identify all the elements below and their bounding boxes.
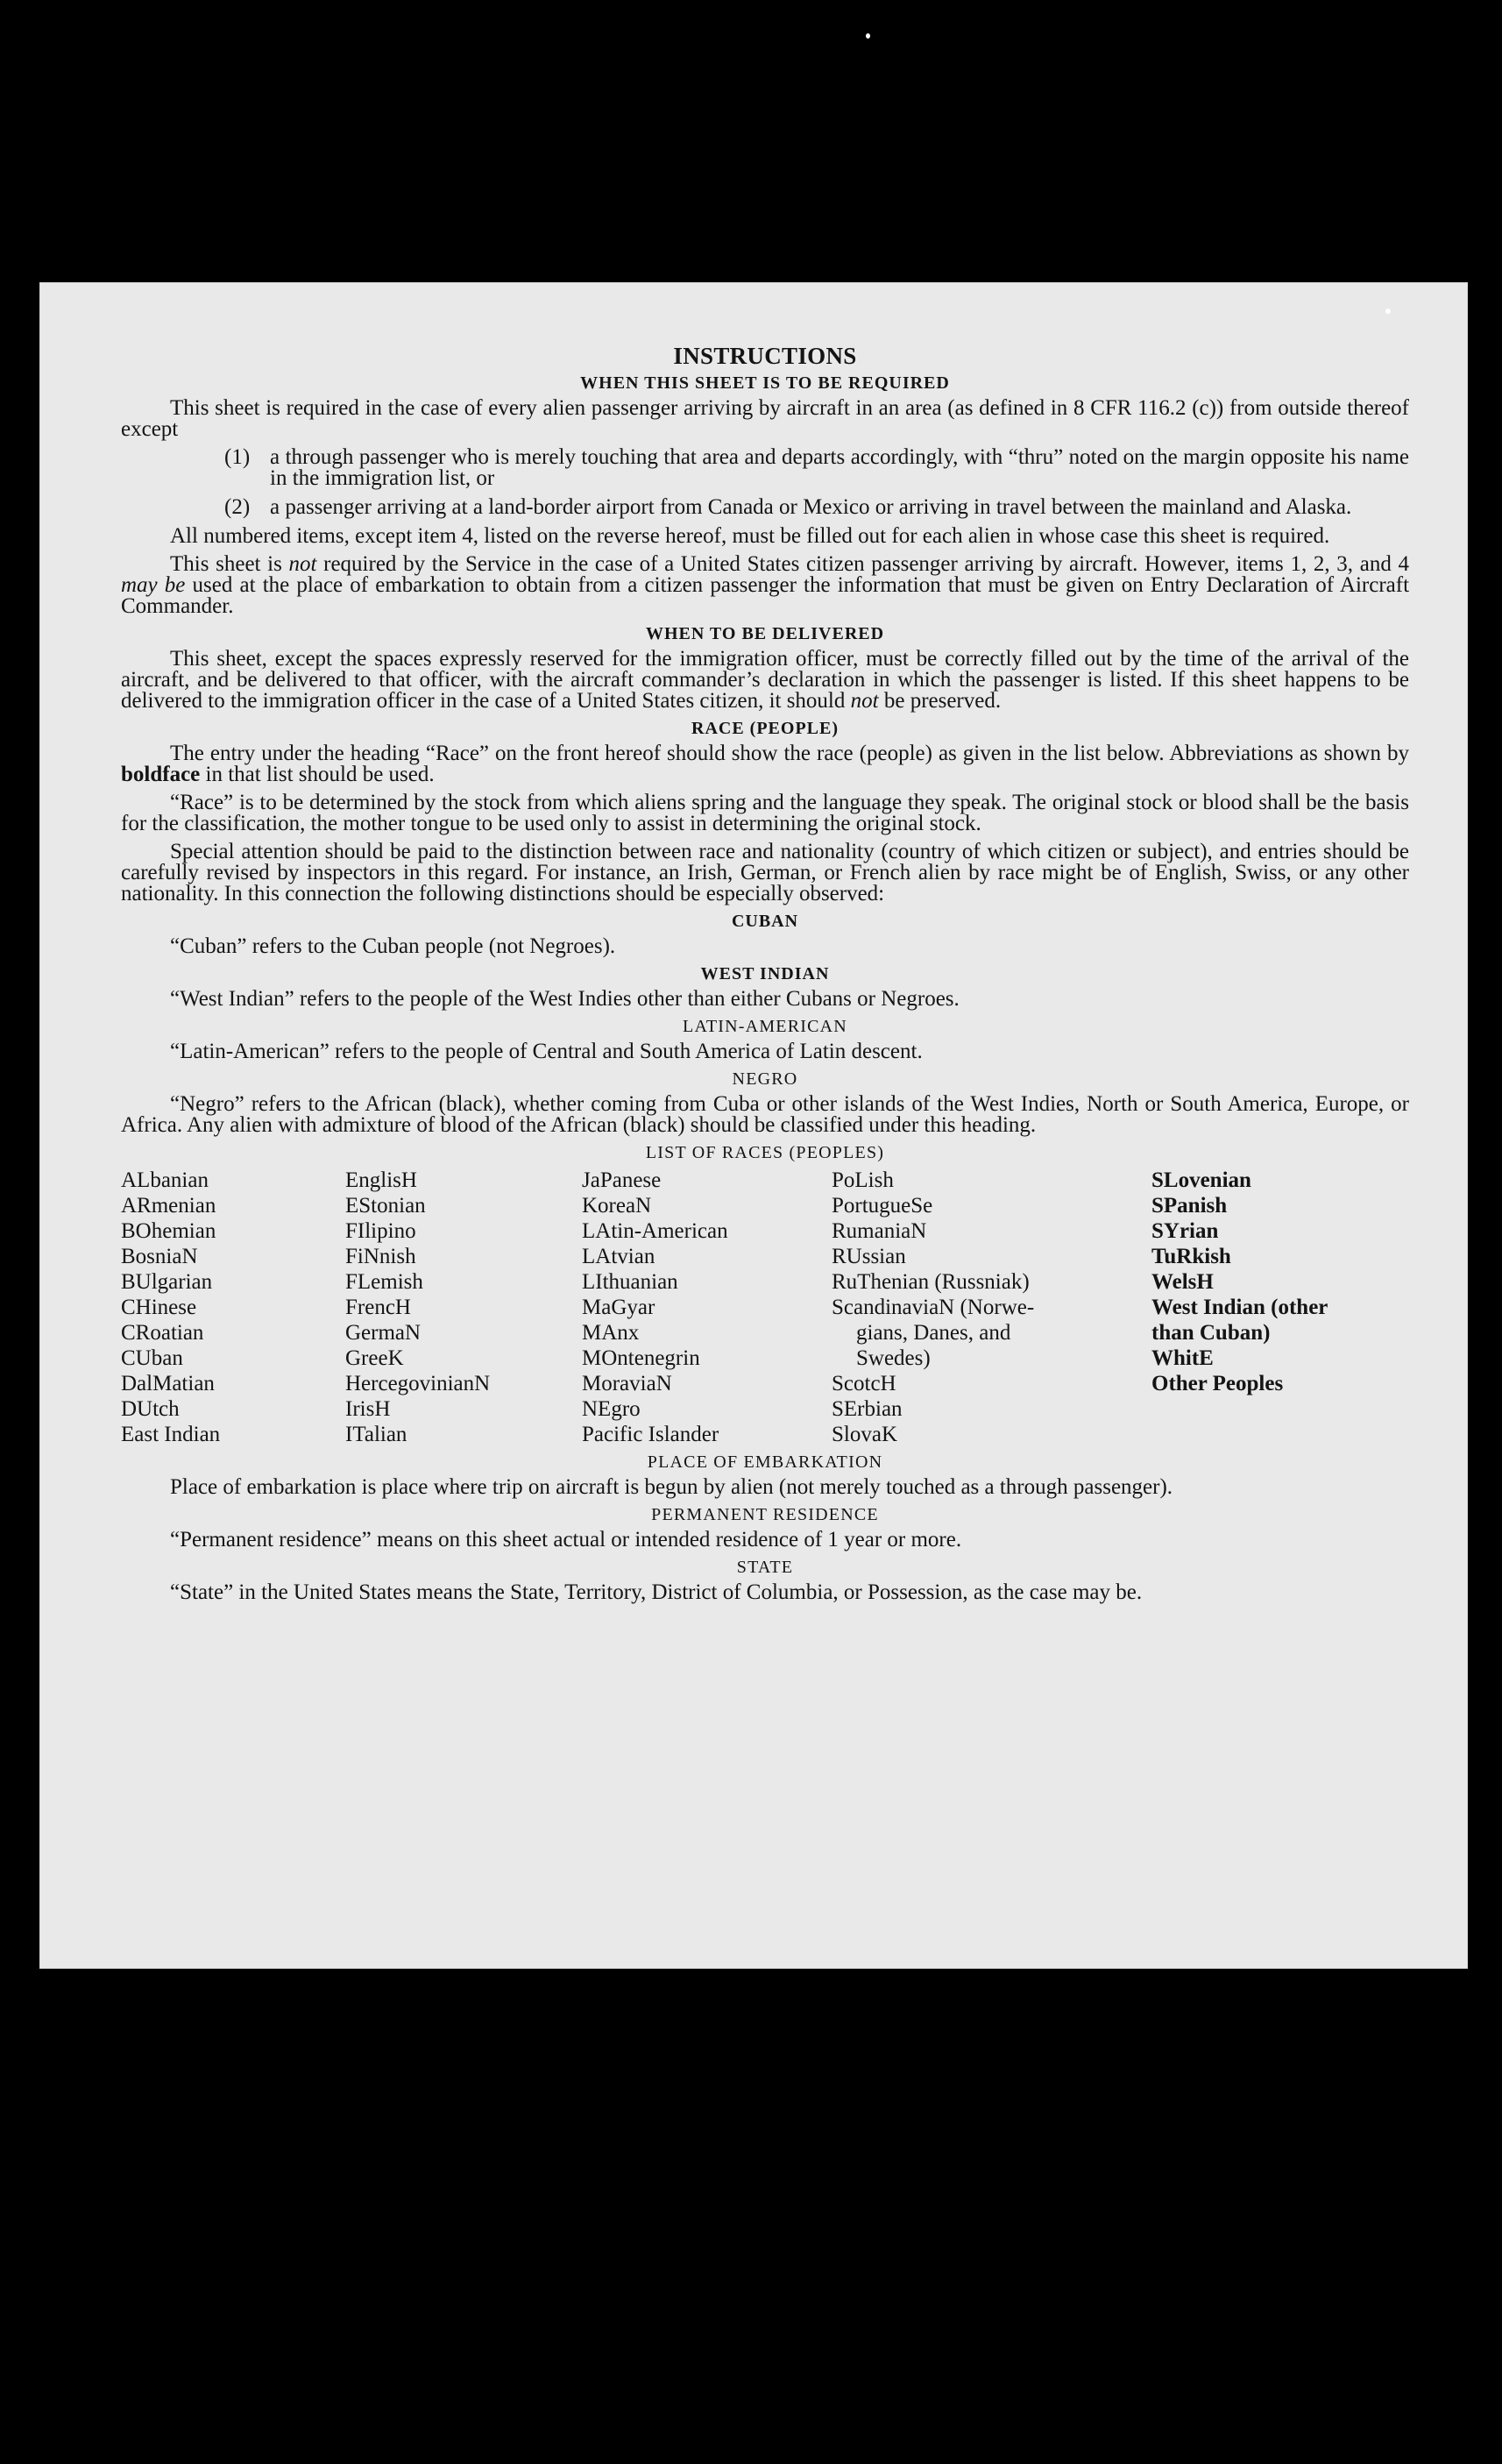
list-item: ScotcH — [832, 1372, 896, 1395]
list-item: HercegovinianN — [345, 1372, 491, 1395]
exception-item-2 — [121, 497, 1409, 518]
list-item: BosniaN — [121, 1245, 198, 1268]
race-paragraph-2: “Race” is to be determined by the stock from which aliens spring and the language they speak. The original stock or blood shall be the basis for the classification, the mother tongue to be used only to assist in determining the original stock. — [121, 791, 1409, 835]
heading-race: RACE (PEOPLE) — [691, 719, 839, 738]
page-title: INSTRUCTIONS — [673, 343, 857, 369]
heading-races-list: LIST OF RACES (PEOPLES) — [645, 1143, 885, 1162]
embarkation-paragraph: Place of embarkation is place where trip on aircraft is begun by alien (not merely touched as a through passenger). — [170, 1475, 1173, 1499]
item-number: (1) — [224, 445, 251, 469]
negro-paragraph: “Negro” refers to the African (black), whether coming from Cuba or other islands of the West Indies, North or South America, Europe, or Africa. Any alien with admixture of blood of the African (black) should be classified under this heading. — [121, 1092, 1409, 1137]
list-item: EnglisH — [345, 1168, 417, 1192]
intro-paragraph: This sheet is required in the case of every alien passenger arriving by aircraft in an area (as defined in 8 CFR 116.2 (c)) from outside thereof except — [121, 396, 1409, 441]
list-item: MOntenegrin — [582, 1346, 700, 1370]
heading-cuban: CUBAN — [731, 912, 799, 931]
heading-latin-american: LATIN-AMERICAN — [683, 1017, 847, 1036]
heading-west-indian: WEST INDIAN — [700, 964, 830, 983]
list-item: MAnx — [582, 1321, 640, 1345]
races-column-3 — [582, 1168, 832, 1447]
races-column-1 — [121, 1168, 345, 1447]
list-item: ARmenian — [121, 1194, 216, 1218]
heading-embarkation: PLACE OF EMBARKATION — [647, 1452, 883, 1472]
list-item: BOhemian — [121, 1219, 216, 1243]
citizen-paragraph: This sheet is not required by the Service in the case of a United States citizen passenger arriving by aircraft. However, items 1, 2, 3, and 4 may be used at the place of embarkation to obtain from a citizen passenger the information that must be given on Entry Declaration of Aircraft Commander. — [121, 552, 1410, 618]
list-item: East Indian — [121, 1423, 221, 1446]
list-item: MaGyar — [582, 1296, 655, 1319]
list-item: SPanish — [1151, 1194, 1228, 1218]
list-item: DalMatian — [121, 1372, 215, 1395]
list-item: IrisH — [345, 1397, 391, 1421]
heading-negro: NEGRO — [732, 1069, 798, 1089]
list-item: CHinese — [121, 1296, 197, 1319]
list-item: SlovaK — [832, 1423, 897, 1446]
list-item: GermaN — [345, 1321, 422, 1345]
list-item: Other Peoples — [1151, 1372, 1284, 1395]
list-item: FiNnish — [345, 1245, 416, 1268]
list-item: WhitE — [1151, 1346, 1214, 1370]
heading-residence: PERMANENT RESIDENCE — [651, 1505, 879, 1524]
exception-item-1 — [121, 447, 1409, 489]
list-item: ALbanian — [121, 1168, 209, 1192]
list-item: MoraviaN — [582, 1372, 672, 1395]
race-paragraph-3: Special attention should be paid to the distinction between race and nationality (country of which citizen or subject), and entries should be carefully revised by inspectors in this regard. For instance, an Irish, German, or French alien by race might be of English, Swiss, or any other nationality. In this connection the following distinctions should be especially observed: — [121, 840, 1409, 905]
list-item: CUban — [121, 1346, 183, 1370]
scan-speck — [866, 33, 870, 39]
list-item: ITalian — [345, 1423, 407, 1446]
list-item: EStonian — [345, 1194, 426, 1218]
list-item: NEgro — [582, 1397, 641, 1421]
list-item: LAtin-American — [582, 1219, 728, 1243]
list-item: KoreaN — [582, 1194, 652, 1218]
races-column-2 — [345, 1168, 582, 1447]
race-paragraph-1: The entry under the heading “Race” on the front hereof should show the race (people) as given in the list below. Abbreviations as shown by boldface in that list should be used. — [121, 742, 1409, 786]
list-item: Pacific Islander — [582, 1423, 719, 1446]
list-item: West Indian (other — [1151, 1296, 1328, 1319]
list-item-continued: gians, Danes, and — [856, 1321, 1011, 1345]
list-item: FrencH — [345, 1296, 411, 1319]
list-item: SLovenian — [1151, 1168, 1251, 1192]
item-text: a passenger arriving at a land-border airport from Canada or Mexico or arriving in travel between the mainland and Alaska. — [270, 495, 1352, 519]
list-item: BUlgarian — [121, 1270, 213, 1294]
heading-state: STATE — [736, 1558, 794, 1577]
list-item-continued: Swedes) — [856, 1346, 931, 1370]
document-sheet — [39, 282, 1468, 1969]
item-number: (2) — [224, 495, 251, 519]
state-paragraph: “State” in the United States means the State, Territory, District of Columbia, or Possession, as the case may be. — [170, 1580, 1143, 1604]
list-item: CRoatian — [121, 1321, 204, 1345]
list-item: RUssian — [832, 1245, 906, 1268]
list-item: FIlipino — [345, 1219, 416, 1243]
list-item: LAtvian — [582, 1245, 655, 1268]
scan-speck — [1385, 309, 1391, 314]
numbered-items-paragraph: All numbered items, except item 4, listed on the reverse hereof, must be filled out for each alien in whose case this sheet is required. — [170, 524, 1330, 548]
races-column-4 — [832, 1168, 1151, 1447]
list-item-continued: than Cuban) — [1151, 1321, 1271, 1345]
list-item: SYrian — [1151, 1219, 1219, 1243]
list-item: JaPanese — [582, 1168, 662, 1192]
list-item: SErbian — [832, 1397, 903, 1421]
list-item: RuThenian (Russniak) — [832, 1270, 1030, 1294]
races-column-5 — [1151, 1168, 1409, 1447]
list-item: WelsH — [1151, 1270, 1214, 1294]
item-text: a through passenger who is merely touching that area and departs accordingly, with “thru” noted on the margin opposite his name in the immigration list, or — [270, 445, 1409, 490]
delivered-paragraph: This sheet, except the spaces expressly reserved for the immigration officer, must be correctly filled out by the time of the arrival of the aircraft, and be delivered to that officer, with the aircraft commander’s declaration in which the passenger is listed. If this sheet happens to be delivered to the immigration officer in the case of a United States citizen, it should not be preserved. — [121, 647, 1409, 713]
instructions-content — [121, 336, 1409, 1610]
heading-when-required: WHEN THIS SHEET IS TO BE REQUIRED — [580, 373, 950, 393]
residence-paragraph: “Permanent residence” means on this sheet actual or intended residence of 1 year or more. — [170, 1528, 962, 1552]
list-item: DUtch — [121, 1397, 180, 1421]
list-item: ScandinaviaN (Norwe- — [832, 1296, 1035, 1319]
list-item: RumaniaN — [832, 1219, 927, 1243]
latin-american-paragraph: “Latin-American” refers to the people of Central and South America of Latin descent. — [170, 1040, 923, 1063]
list-item: LIthuanian — [582, 1270, 678, 1294]
cuban-paragraph: “Cuban” refers to the Cuban people (not Negroes). — [170, 934, 616, 958]
races-list — [121, 1168, 1409, 1447]
list-item: TuRkish — [1151, 1245, 1231, 1268]
heading-when-delivered: WHEN TO BE DELIVERED — [645, 624, 885, 643]
list-item: PortugueSe — [832, 1194, 933, 1218]
west-indian-paragraph: “West Indian” refers to the people of the West Indies other than either Cubans or Negroes. — [170, 987, 960, 1011]
list-item: FLemish — [345, 1270, 423, 1294]
list-item: PoLish — [832, 1168, 894, 1192]
list-item: GreeK — [345, 1346, 404, 1370]
